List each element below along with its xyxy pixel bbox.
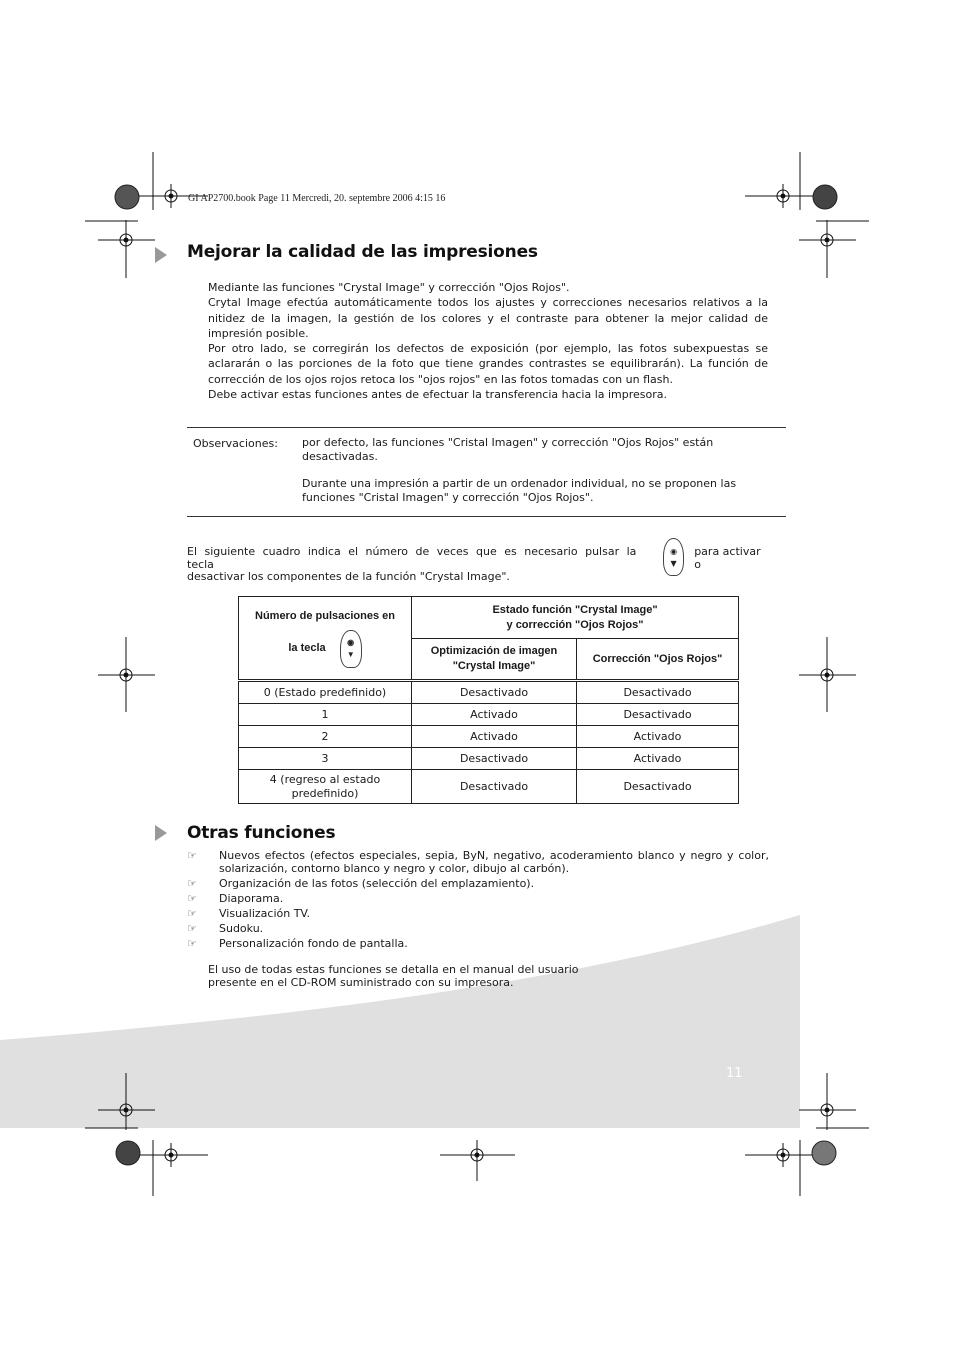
cell-crystal: Activado — [412, 726, 577, 748]
table-row — [239, 704, 739, 726]
cell-presses: 3 — [239, 748, 412, 770]
group-header — [412, 597, 739, 639]
triangle-arrow-icon — [155, 825, 167, 841]
triangle-arrow-icon — [155, 247, 167, 263]
list-item-text: Visualización TV. — [219, 907, 311, 920]
cell-crystal: Desactivado — [412, 770, 577, 804]
observations-text — [302, 436, 752, 518]
table-row — [239, 770, 739, 804]
closing-note — [208, 963, 628, 989]
header-text: y corrección "Ojos Rojos" — [506, 618, 644, 631]
functions-list — [187, 849, 769, 952]
observation-item: por defecto, las funciones "Cristal Imagen" y corrección "Ojos Rojos" están desactivadas. — [302, 436, 714, 463]
list-item — [187, 849, 769, 875]
cell-red-eye: Desactivado — [577, 681, 739, 704]
table-row — [239, 681, 739, 704]
list-item — [187, 922, 769, 935]
list-item-text: Personalización fondo de pantalla. — [219, 937, 408, 950]
paragraph: Mediante las funciones "Crystal Image" y corrección "Ojos Rojos". — [208, 281, 570, 294]
cell-crystal: Desactivado — [412, 681, 577, 704]
pointing-hand-icon: ☞ — [187, 922, 197, 935]
paragraph: Debe activar estas funciones antes de efectuar la transferencia hacia la impresora. — [208, 388, 668, 402]
crystal-image-table — [238, 596, 739, 804]
section-title-mejorar: Mejorar la calidad de las impresiones — [187, 242, 538, 262]
cell-crystal: Activado — [412, 704, 577, 726]
intro-text-before-key: El siguiente cuadro indica el número de veces que es necesario pulsar la tecla — [187, 545, 637, 571]
list-item-text: Organización de las fotos (selección del emplazamiento). — [219, 877, 535, 890]
paragraph: Por otro lado, se corregirán los defectos de exposición (por ejemplo, las fotos subexpuestas se aclararán o las porciones de la foto que tiene grandes contrastes se equilibrarán). La función de corrección de los ojos rojos retoca los "ojos rojos" en las fotos tomadas con un flash. — [208, 342, 768, 386]
eye-redeye-key-icon: ◉ ▼ — [340, 630, 362, 668]
observations-box — [187, 427, 786, 517]
observation-item: Durante una impresión a partir de un ordenador individual, no se proponen las funciones "Cristal Imagen" y corrección "Ojos Rojos". — [302, 477, 737, 504]
pointing-hand-icon: ☞ — [187, 877, 197, 890]
section1-body — [208, 280, 768, 402]
closing-line: presente en el CD-ROM suministrado con su impresora. — [208, 976, 514, 989]
header-text: Estado función "Crystal Image" — [492, 603, 658, 616]
list-item-text: Nuevos efectos (efectos especiales, sepia, ByN, negativo, acoderamiento blanco y negro y color, solarización, contorno blanco y negro y color, dibujo al carbón). — [219, 849, 769, 875]
list-item-text: Sudoku. — [219, 922, 264, 935]
header-text: la tecla — [288, 642, 326, 654]
cell-crystal: Desactivado — [412, 748, 577, 770]
pointing-hand-icon: ☞ — [187, 937, 197, 950]
cell-presses: 4 (regreso al estado predefinido) — [239, 770, 412, 804]
eye-redeye-key-icon: ◉ ▼ — [663, 538, 684, 576]
cell-red-eye: Desactivado — [577, 704, 739, 726]
cell-red-eye: Activado — [577, 748, 739, 770]
cell-presses: 1 — [239, 704, 412, 726]
cell-presses: 2 — [239, 726, 412, 748]
paragraph: Crytal Image efectúa automáticamente todos los ajustes y correcciones necesarios relativos a la nitidez de la imagen, la gestión de los colores y el contraste para obtener la mejor calidad de impresión posible. — [208, 296, 768, 340]
cell-presses: 0 (Estado predefinido) — [239, 681, 412, 704]
intro-text-after-key: para activar o — [694, 545, 761, 571]
cell-red-eye: Activado — [577, 726, 739, 748]
list-item-text: Diaporama. — [219, 892, 284, 905]
section-title-otras: Otras funciones — [187, 823, 336, 843]
list-item — [187, 877, 769, 890]
sub-header-crystal: Optimización de imagen "Crystal Image" — [412, 639, 577, 681]
page-number: 11 — [726, 1066, 743, 1081]
pointing-hand-icon: ☞ — [187, 907, 197, 920]
sub-header-red-eye: Corrección "Ojos Rojos" — [577, 639, 739, 681]
table-intro-line2: desactivar los componentes de la función "Crystal Image". — [187, 570, 510, 583]
closing-line: El uso de todas estas funciones se detalla en el manual del usuario — [208, 963, 579, 976]
list-item — [187, 892, 769, 905]
pointing-hand-icon: ☞ — [187, 892, 197, 905]
list-item — [187, 907, 769, 920]
header-text: Número de pulsaciones en — [255, 609, 395, 622]
col-header-presses — [239, 597, 412, 681]
print-info-header: GI AP2700.book Page 11 Mercredi, 20. septembre 2006 4:15 16 — [188, 193, 446, 204]
pointing-hand-icon: ☞ — [187, 849, 197, 862]
list-item — [187, 937, 769, 950]
cell-red-eye: Desactivado — [577, 770, 739, 804]
observations-label: Observaciones: — [193, 437, 278, 450]
table-row — [239, 748, 739, 770]
table-row — [239, 726, 739, 748]
